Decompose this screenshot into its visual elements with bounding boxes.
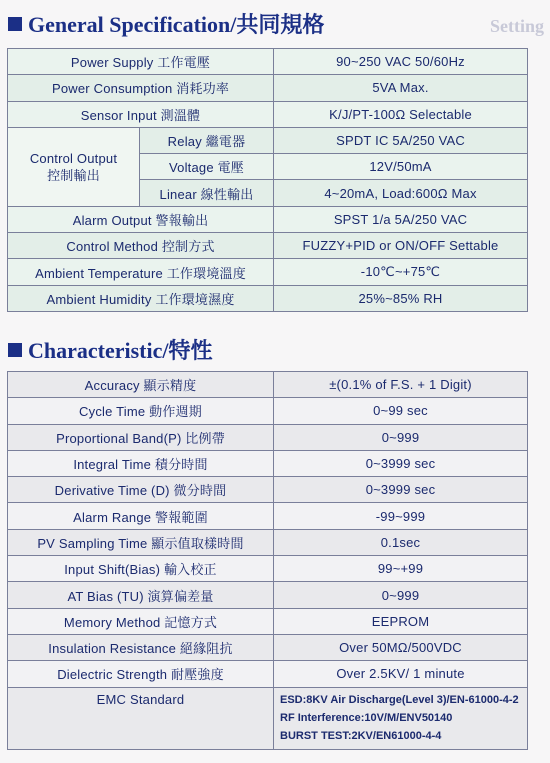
char-value: EEPROM <box>274 608 528 634</box>
characteristic-table <box>7 371 528 750</box>
spec-value: 90~250 VAC 50/60Hz <box>274 49 528 75</box>
spec-label: Power Consumption 消耗功率 <box>8 75 274 101</box>
spec-label: Sensor Input 測溫體 <box>8 101 274 127</box>
emc-line: RF Interference:10V/M/ENV50140 <box>280 712 453 725</box>
char-row <box>8 424 528 450</box>
char-label: Memory Method 記憶方式 <box>8 608 274 634</box>
char-label: Proportional Band(P) 比例帶 <box>8 424 274 450</box>
char-label: Insulation Resistance 絕緣阻抗 <box>8 634 274 660</box>
char-label: Cycle Time 動作週期 <box>8 398 274 424</box>
char-row <box>8 556 528 582</box>
emc-value <box>274 687 528 749</box>
background-watermark-text: Setting <box>490 16 544 36</box>
spec-value: 25%~85% RH <box>274 285 528 311</box>
char-value: 0~3999 sec <box>274 450 528 476</box>
char-label: Derivative Time (D) 微分時間 <box>8 477 274 503</box>
char-row-emc <box>8 687 528 749</box>
spec-sublabel: Voltage 電壓 <box>140 154 274 180</box>
char-value: Over 50MΩ/500VDC <box>274 634 528 660</box>
spec-label: Alarm Output 警報輸出 <box>8 206 274 232</box>
char-row <box>8 634 528 660</box>
characteristic-heading <box>8 334 213 365</box>
char-row <box>8 398 528 424</box>
control-output-label-zh: 控制輸出 <box>47 167 100 183</box>
char-value: Over 2.5KV/ 1 minute <box>274 661 528 687</box>
spec-value: -10℃~+75℃ <box>274 259 528 285</box>
char-row <box>8 608 528 634</box>
spec-row-power-consumption <box>8 75 528 101</box>
spec-value: K/J/PT-100Ω Selectable <box>274 101 528 127</box>
char-row <box>8 450 528 476</box>
char-value: 0~99 sec <box>274 398 528 424</box>
char-label: AT Bias (TU) 演算偏差量 <box>8 582 274 608</box>
control-output-group-label <box>8 127 140 206</box>
general-spec-table <box>7 48 528 312</box>
spec-value: SPDT IC 5A/250 VAC <box>274 127 528 153</box>
char-label: Input Shift(Bias) 輸入校正 <box>8 556 274 582</box>
spec-row-control-method <box>8 233 528 259</box>
spec-sublabel: Linear 線性輸出 <box>140 180 274 206</box>
char-row <box>8 661 528 687</box>
characteristic-title: Characteristic/特性 <box>28 338 213 363</box>
spec-row-alarm-output <box>8 206 528 232</box>
spec-value: FUZZY+PID or ON/OFF Settable <box>274 233 528 259</box>
spec-value: 5VA Max. <box>274 75 528 101</box>
char-value: 0~999 <box>274 424 528 450</box>
spec-row-ambient-temperature <box>8 259 528 285</box>
spec-label: Power Supply 工作電壓 <box>8 49 274 75</box>
heading-square-icon <box>8 17 22 31</box>
char-row <box>8 477 528 503</box>
spec-label: Ambient Humidity 工作環境濕度 <box>8 285 274 311</box>
control-output-label-en: Control Output <box>29 150 118 166</box>
char-value: 0~999 <box>274 582 528 608</box>
emc-line: ESD:8KV Air Discharge(Level 3)/EN-61000-4-2 <box>280 694 519 707</box>
emc-line: BURST TEST:2KV/EN61000-4-4 <box>280 730 442 743</box>
char-row <box>8 503 528 529</box>
emc-label: EMC Standard <box>8 687 274 749</box>
char-value: 0.1sec <box>274 529 528 555</box>
spec-row-relay <box>8 127 528 153</box>
char-value: -99~999 <box>274 503 528 529</box>
spec-value: 12V/50mA <box>274 154 528 180</box>
char-label: Accuracy 顯示精度 <box>8 372 274 398</box>
char-row <box>8 582 528 608</box>
char-value: ±(0.1% of F.S. + 1 Digit) <box>274 372 528 398</box>
spec-row-sensor-input <box>8 101 528 127</box>
char-value: 0~3999 sec <box>274 477 528 503</box>
heading-square-icon <box>8 343 22 357</box>
char-label: Integral Time 積分時間 <box>8 450 274 476</box>
spec-value: 4~20mA, Load:600Ω Max <box>274 180 528 206</box>
spec-sublabel: Relay 繼電器 <box>140 127 274 153</box>
general-spec-title: General Specification/共同規格 <box>28 12 325 37</box>
char-label: Dielectric Strength 耐壓強度 <box>8 661 274 687</box>
char-row <box>8 529 528 555</box>
spec-row-power-supply <box>8 49 528 75</box>
spec-label: Ambient Temperature 工作環境溫度 <box>8 259 274 285</box>
spec-row-ambient-humidity <box>8 285 528 311</box>
char-row <box>8 372 528 398</box>
spec-label: Control Method 控制方式 <box>8 233 274 259</box>
general-spec-heading <box>8 8 324 39</box>
spec-value: SPST 1/a 5A/250 VAC <box>274 206 528 232</box>
char-label: PV Sampling Time 顯示值取樣時間 <box>8 529 274 555</box>
char-value: 99~+99 <box>274 556 528 582</box>
char-label: Alarm Range 警報範圍 <box>8 503 274 529</box>
